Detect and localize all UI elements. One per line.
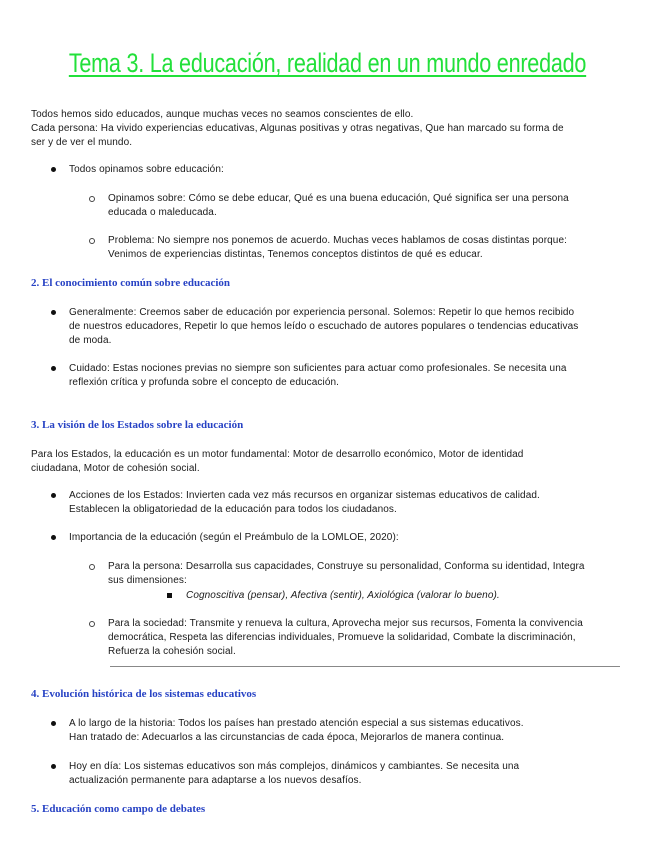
sub-bullet-line: Para la sociedad: Transmite y renueva la cultura, Aprovecha mejor sus recursos, Fomenta la convivencia [108, 618, 583, 629]
section-heading-2: 2. El conocimiento común sobre educación [31, 277, 231, 289]
paragraph-line: ciudadana, Motor de cohesión social. [31, 463, 200, 474]
intro-line-3: ser y de ver el mundo. [31, 137, 133, 148]
bullet-line: reflexión crítica y profunda sobre el concepto de educación. [69, 377, 340, 388]
sub-bullet-line: educada o maleducada. [108, 207, 217, 218]
bullet-line: de moda. [69, 335, 112, 346]
bullet-line: actualización permanente para adaptarse a los nuevos desafíos. [69, 775, 362, 786]
bullet-line: Acciones de los Estados: Invierten cada vez más recursos en organizar sistemas educativos de calidad. [69, 490, 540, 501]
circle-bullet-icon [89, 564, 95, 570]
circle-bullet-icon [89, 238, 95, 244]
bullet-line: Hoy en día: Los sistemas educativos son más complejos, dinámicos y cambiantes. Se necesita una [69, 761, 520, 772]
intro-line-2: Cada persona: Ha vivido experiencias educativas, Algunas positivas y otras negativas, Que han marcado su forma de [31, 123, 564, 134]
intro-line-1: Todos hemos sido educados, aunque muchas veces no seamos conscientes de ello. [31, 109, 414, 120]
bullet-line: Importancia de la educación (según el Preámbulo de la LOMLOE, 2020): [69, 532, 399, 543]
horizontal-divider [110, 666, 620, 667]
bullet-text: Todos opinamos sobre educación: [69, 164, 224, 175]
page-title: Tema 3. La educación, realidad en un mundo enredado [68, 48, 587, 78]
bullet-icon [51, 721, 56, 726]
bullet-line: de nuestros educadores, Repetir lo que hemos leído o escuchado de autores populares o tendencias educativas [69, 321, 579, 332]
sub-bullet-line: Refuerza la cohesión social. [108, 646, 236, 657]
bullet-line: Establecen la obligatoriedad de la educación para todos los ciudadanos. [69, 504, 397, 515]
sub-bullet-line: Problema: No siempre nos ponemos de acuerdo. Muchas veces hablamos de cosas distintas porque: [108, 235, 567, 246]
sub-bullet-line: Venimos de experiencias distintas, Tenemos conceptos distintos de qué es educar. [108, 249, 483, 260]
section-heading-4: 4. Evolución histórica de los sistemas educativos [31, 688, 257, 700]
circle-bullet-icon [89, 196, 95, 202]
bullet-icon [51, 493, 56, 498]
circle-bullet-icon [89, 621, 95, 627]
bullet-line: Generalmente: Creemos saber de educación por experiencia personal. Solemos: Repetir lo que hemos recibido [69, 307, 575, 318]
bullet-icon [51, 310, 56, 315]
bullet-icon [51, 764, 56, 769]
bullet-icon [51, 167, 56, 172]
bullet-line: Han tratado de: Adecuarlos a las circunstancias de cada época, Mejorarlos de manera continua. [69, 732, 505, 743]
sub-bullet-line: Para la persona: Desarrolla sus capacidades, Construye su personalidad, Conforma su identidad, Integra [108, 561, 585, 572]
bullet-line: A lo largo de la historia: Todos los países han prestado atención especial a sus sistemas educativos. [69, 718, 524, 729]
sub-bullet-line: Opinamos sobre: Cómo se debe educar, Qué es una buena educación, Qué significa ser una persona [108, 193, 569, 204]
bullet-icon [51, 535, 56, 540]
square-bullet-icon [167, 593, 172, 598]
section-heading-5: 5. Educación como campo de debates [31, 803, 206, 815]
sub-bullet-line: democrática, Respeta las diferencias individuales, Promueve la solidaridad, Combate la discriminación, [108, 632, 576, 643]
bullet-icon [51, 366, 56, 371]
bullet-line: Cuidado: Estas nociones previas no siempre son suficientes para actuar como profesionales. Se necesita una [69, 363, 567, 374]
paragraph-line: Para los Estados, la educación es un motor fundamental: Motor de desarrollo económico, Motor de identidad [31, 449, 524, 460]
section-heading-3: 3. La visión de los Estados sobre la educación [31, 419, 244, 431]
sub-sub-bullet-line: Cognoscitiva (pensar), Afectiva (sentir), Axiológica (valorar lo bueno). [186, 590, 500, 601]
sub-bullet-line: sus dimensiones: [108, 575, 187, 586]
